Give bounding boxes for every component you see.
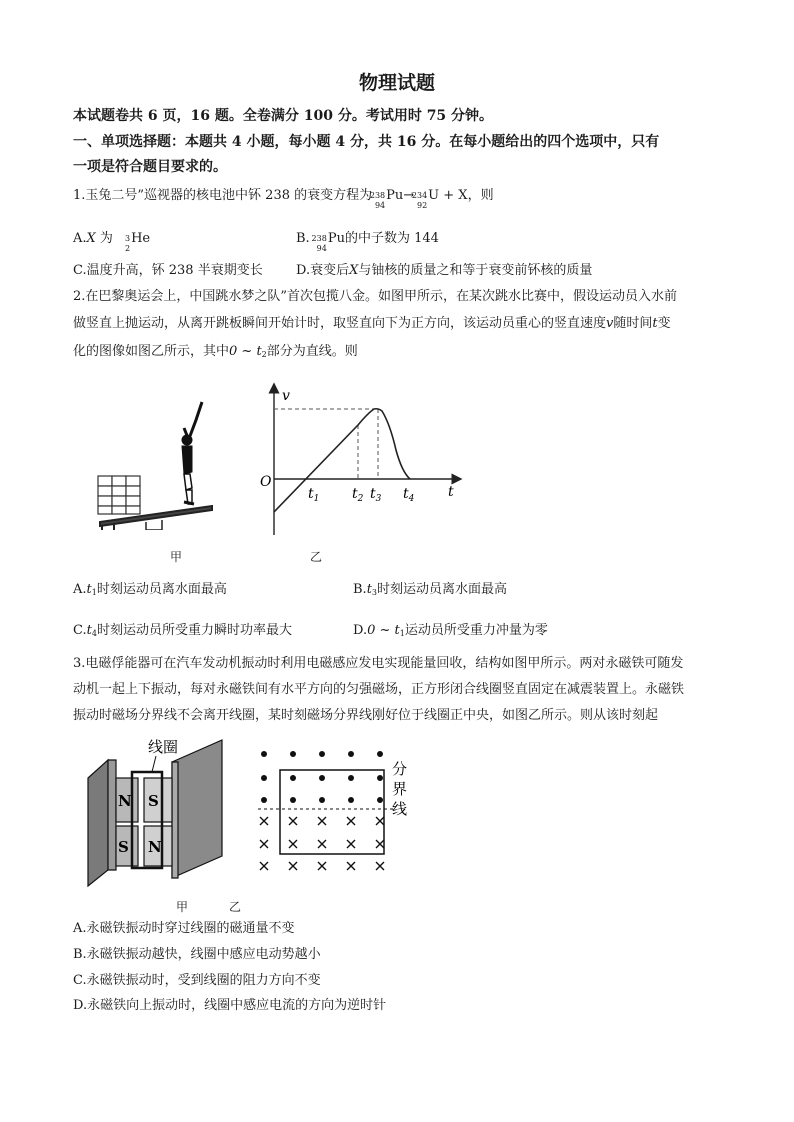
right-plate: [172, 740, 222, 878]
left-plate: [88, 760, 116, 886]
field-dot: [319, 797, 325, 803]
field-dot: [348, 797, 354, 803]
q1-stem-text: 1.玉兔二号”巡视器的核电池中钚 238 的衰变方程为: [73, 188, 373, 203]
field-cross: [347, 862, 355, 870]
q3-option-a: A.永磁铁振动时穿过线圈的磁通量不变: [73, 921, 295, 936]
magnet-figure: [86, 738, 236, 888]
pu-symbol: Pu: [386, 188, 404, 203]
q3-caption-yi: 乙: [229, 900, 242, 914]
origin-label: O: [260, 474, 272, 490]
t4-label: $t_4$: [403, 486, 415, 504]
magnet-n-top: N: [118, 792, 132, 810]
field-cross: [260, 862, 268, 870]
field-cross: [376, 817, 384, 825]
field-cross: [347, 817, 355, 825]
field-cross: [289, 840, 297, 848]
stacked-blocks: [98, 476, 140, 514]
u-isotope: 234 92: [411, 191, 428, 210]
field-dot: [377, 751, 383, 757]
q1-option-d: D.衰变后X与铀核的质量之和等于衰变前钚核的质量: [296, 263, 593, 278]
coil-label: 线圈: [148, 738, 179, 756]
exam-info: 本试题卷共 6 页，16 题。全卷满分 100 分。考试用时 75 分钟。: [73, 108, 494, 124]
q1-option-a: A.X 为 3 2 He: [73, 231, 151, 253]
q2-option-c: $C.t_4$时刻运动员所受重力瞬时功率最大: [73, 623, 292, 638]
magnet-n-bottom: N: [148, 838, 162, 856]
q3-line2: 动机一起上下振动，每对永磁铁间有水平方向的匀强磁场，正方形闭合线圈竖直固定在减震装置上。永磁铁: [73, 682, 685, 697]
field-cross: [289, 817, 297, 825]
q2-line1: 2.在巴黎奥运会上，中国跳水梦之队”首次包揽八金。如图甲所示，在某次跳水比赛中，假设运动员入水前: [73, 289, 678, 304]
page-title: 物理试题: [358, 72, 435, 94]
field-cross: [289, 862, 297, 870]
field-crosses-in: [260, 817, 384, 870]
field-cross: [260, 840, 268, 848]
boundary-label-1: 分: [392, 760, 408, 778]
q3-caption-jia: 甲: [176, 900, 189, 914]
field-dot: [290, 751, 296, 757]
field-dot: [348, 775, 354, 781]
q2-option-d: D.0 ~ $t_1$运动员所受重力冲量为零: [353, 623, 548, 638]
q2-caption-jia: 甲: [170, 550, 183, 564]
t1-label: $t_1$: [308, 486, 320, 504]
field-cross: [347, 840, 355, 848]
u-symbol: U: [428, 188, 440, 203]
field-dot: [377, 775, 383, 781]
pu-isotope: 238 94: [369, 191, 386, 210]
field-cross: [376, 862, 384, 870]
coil-pointer: [152, 756, 156, 772]
x-product: + X: [439, 188, 468, 203]
magnet-s-top: S: [148, 792, 159, 810]
boundary-label-3: 线: [392, 800, 408, 818]
field-dot: [377, 797, 383, 803]
section-heading-line2: 一项是符合题目要求的。: [73, 159, 227, 175]
pu-isotope-b: 238 94: [311, 234, 327, 253]
reaction-arrow: →: [403, 188, 415, 203]
q2-line2: 做竖直上抛运动，从离开跳板瞬间开始计时，取竖直向下为正方向，该运动员重心的竖直速度v随时间t变: [73, 316, 671, 331]
diver-figure: [92, 398, 224, 530]
field-cross: [376, 840, 384, 848]
field-dot: [319, 775, 325, 781]
t2-label: $t_2$: [352, 486, 364, 504]
vt-graph: [252, 380, 472, 540]
field-dot: [261, 797, 267, 803]
q2-caption-yi: 乙: [310, 550, 323, 564]
field-cross: [318, 862, 326, 870]
diver: [182, 402, 202, 504]
q2-option-b: $B.t_3$时刻运动员离水面最高: [353, 582, 508, 597]
boundary-label-2: 界: [392, 780, 408, 798]
field-cross: [260, 817, 268, 825]
field-dot: [319, 751, 325, 757]
velocity-curve: [274, 409, 410, 512]
he-isotope: 3 2: [124, 234, 131, 253]
field-cross: [318, 817, 326, 825]
q1-stem: 1.玉兔二号”巡视器的核电池中钚 238 的衰变方程为 238 94 Pu→ 234 92 U + X，则: [73, 188, 494, 210]
field-figure: [250, 744, 425, 879]
q1-option-c: C.温度升高，钚 238 半衰期变长: [73, 263, 263, 278]
field-dot: [261, 775, 267, 781]
q2-line3: 化的图像如图乙所示，其中0 ~ $t_2$部分为直线。则: [73, 344, 358, 359]
t-label: t: [448, 484, 454, 500]
field-dot: [290, 775, 296, 781]
v-label: v: [282, 388, 290, 404]
t3-label: $t_3$: [370, 486, 382, 504]
q2-option-a: $A.t_1$时刻运动员离水面最高: [73, 582, 227, 597]
section-heading-line1: 一、单项选择题：本题共 4 小题，每小题 4 分，共 16 分。在每小题给出的四个选项中，只有: [73, 134, 660, 150]
field-dot: [348, 751, 354, 757]
field-dot: [290, 797, 296, 803]
q3-option-d: D.永磁铁向上振动时，线圈中感应电流的方向为逆时针: [73, 998, 387, 1013]
field-cross: [318, 840, 326, 848]
q1-option-b: B. 238 94 Pu的中子数为 144: [296, 231, 439, 253]
q3-line3: 振动时磁场分界线不会离开线圈，某时刻磁场分界线刚好位于线圈正中央，如图乙所示。则从该时刻起: [73, 708, 659, 723]
q3-option-c: C.永磁铁振动时，受到线圈的阻力方向不变: [73, 973, 321, 988]
q3-option-b: B.永磁铁振动越快，线圈中感应电动势越小: [73, 947, 321, 962]
q3-line1: 3.电磁俘能器可在汽车发动机振动时利用电磁感应发电实现能量回收，结构如图甲所示。两对永磁铁可随发: [73, 656, 684, 671]
field-dot: [261, 751, 267, 757]
magnet-s-bottom: S: [118, 838, 129, 856]
